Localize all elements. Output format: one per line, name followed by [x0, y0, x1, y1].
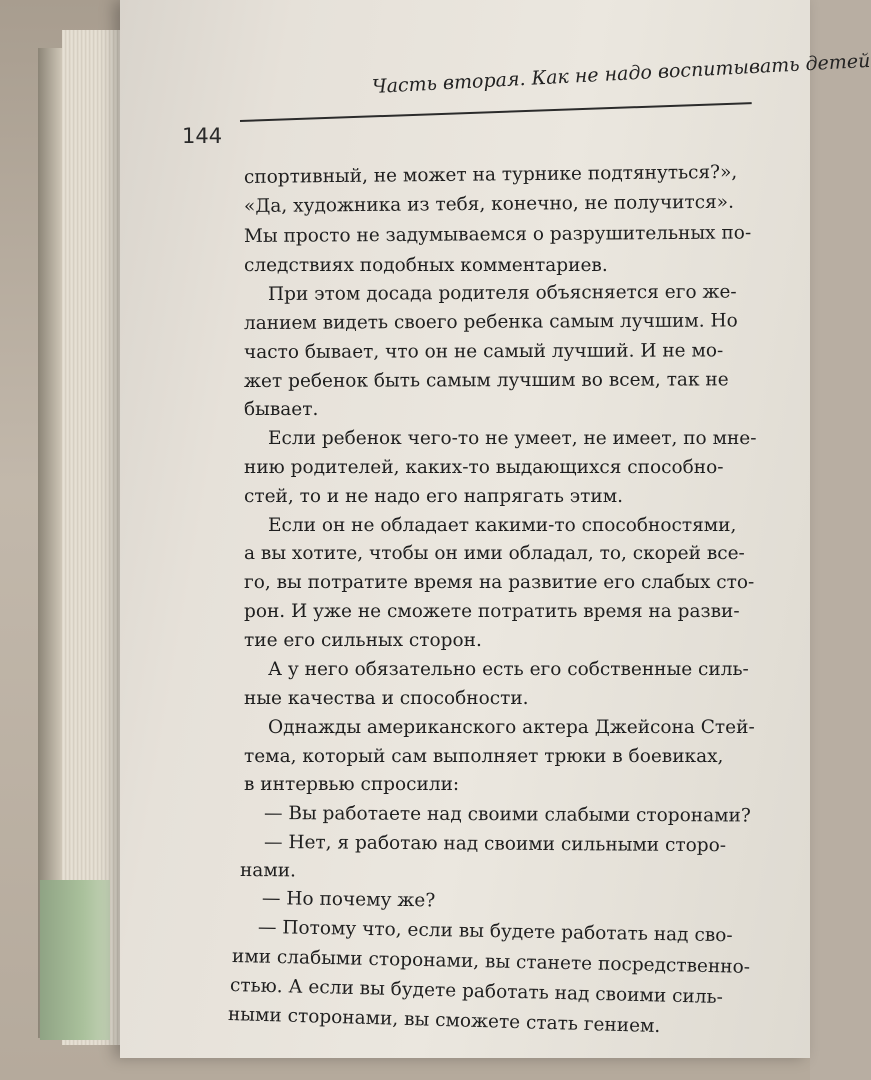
- text-line: А у него обязательно есть его собственные силь-: [268, 659, 749, 680]
- text-line: — Нет, я работаю над своими сильными сторо-: [263, 832, 727, 857]
- text-line: следствиях подобных комментариев.: [244, 255, 608, 276]
- text-line: нами.: [239, 860, 297, 882]
- text-line: Однажды американского актера Джейсона Стей-: [268, 717, 755, 738]
- text-line: тие его сильных сторон.: [244, 630, 482, 651]
- running-head: Часть вторая. Как не надо воспитывать детей: [371, 49, 871, 98]
- text-line: рон. И уже не сможете потратить время на разви-: [244, 601, 740, 622]
- text-line: ланием видеть своего ребенка самым лучшим. Но: [243, 310, 738, 334]
- text-line: При этом досада родителя объясняется его же-: [267, 281, 737, 305]
- text-line: — Но почему же?: [261, 888, 436, 912]
- text-line: ными сторонами, вы сможете стать гением.: [227, 1004, 661, 1038]
- text-line: а вы хотите, чтобы он ими обладал, то, скорей все-: [244, 543, 745, 564]
- text-line: Мы просто не задумываемся о разрушительных по-: [243, 222, 752, 247]
- text-line: Если ребенок чего-то не умеет, не имеет, по мне-: [268, 428, 757, 449]
- text-line: часто бывает, что он не самый лучший. И не мо-: [243, 340, 724, 363]
- text-line: ные качества и способности.: [244, 688, 529, 709]
- text-line: бывает.: [244, 399, 319, 420]
- text-line: спортивный, не может на турнике подтянуться?»,: [243, 161, 738, 188]
- text-line: тема, который сам выполняет трюки в боевиках,: [244, 746, 724, 767]
- text-line: Если он не обладает какими-то способностями,: [268, 515, 737, 536]
- text-line: го, вы потратите время на развитие его слабых сто-: [244, 572, 755, 593]
- text-line: стью. А если вы будете работать над своими силь-: [229, 975, 724, 1009]
- text-line: ими слабыми сторонами, вы станете посредственно-: [231, 946, 751, 978]
- text-line: жет ребенок быть самым лучшим во всем, так не: [243, 369, 729, 392]
- text-line: в интервью спросили:: [244, 774, 460, 795]
- text-line: «Да, художника из тебя, конечно, не получится».: [243, 191, 735, 217]
- text-line: нию родителей, каких-то выдающихся способно-: [244, 457, 724, 478]
- text-line: — Вы работаете над своими слабыми сторонами?: [263, 803, 751, 827]
- page-number: 144: [182, 124, 223, 148]
- text-line: — Потому что, если вы будете работать над сво-: [257, 917, 733, 947]
- text-line: стей, то и не надо его напрягать этим.: [244, 486, 623, 507]
